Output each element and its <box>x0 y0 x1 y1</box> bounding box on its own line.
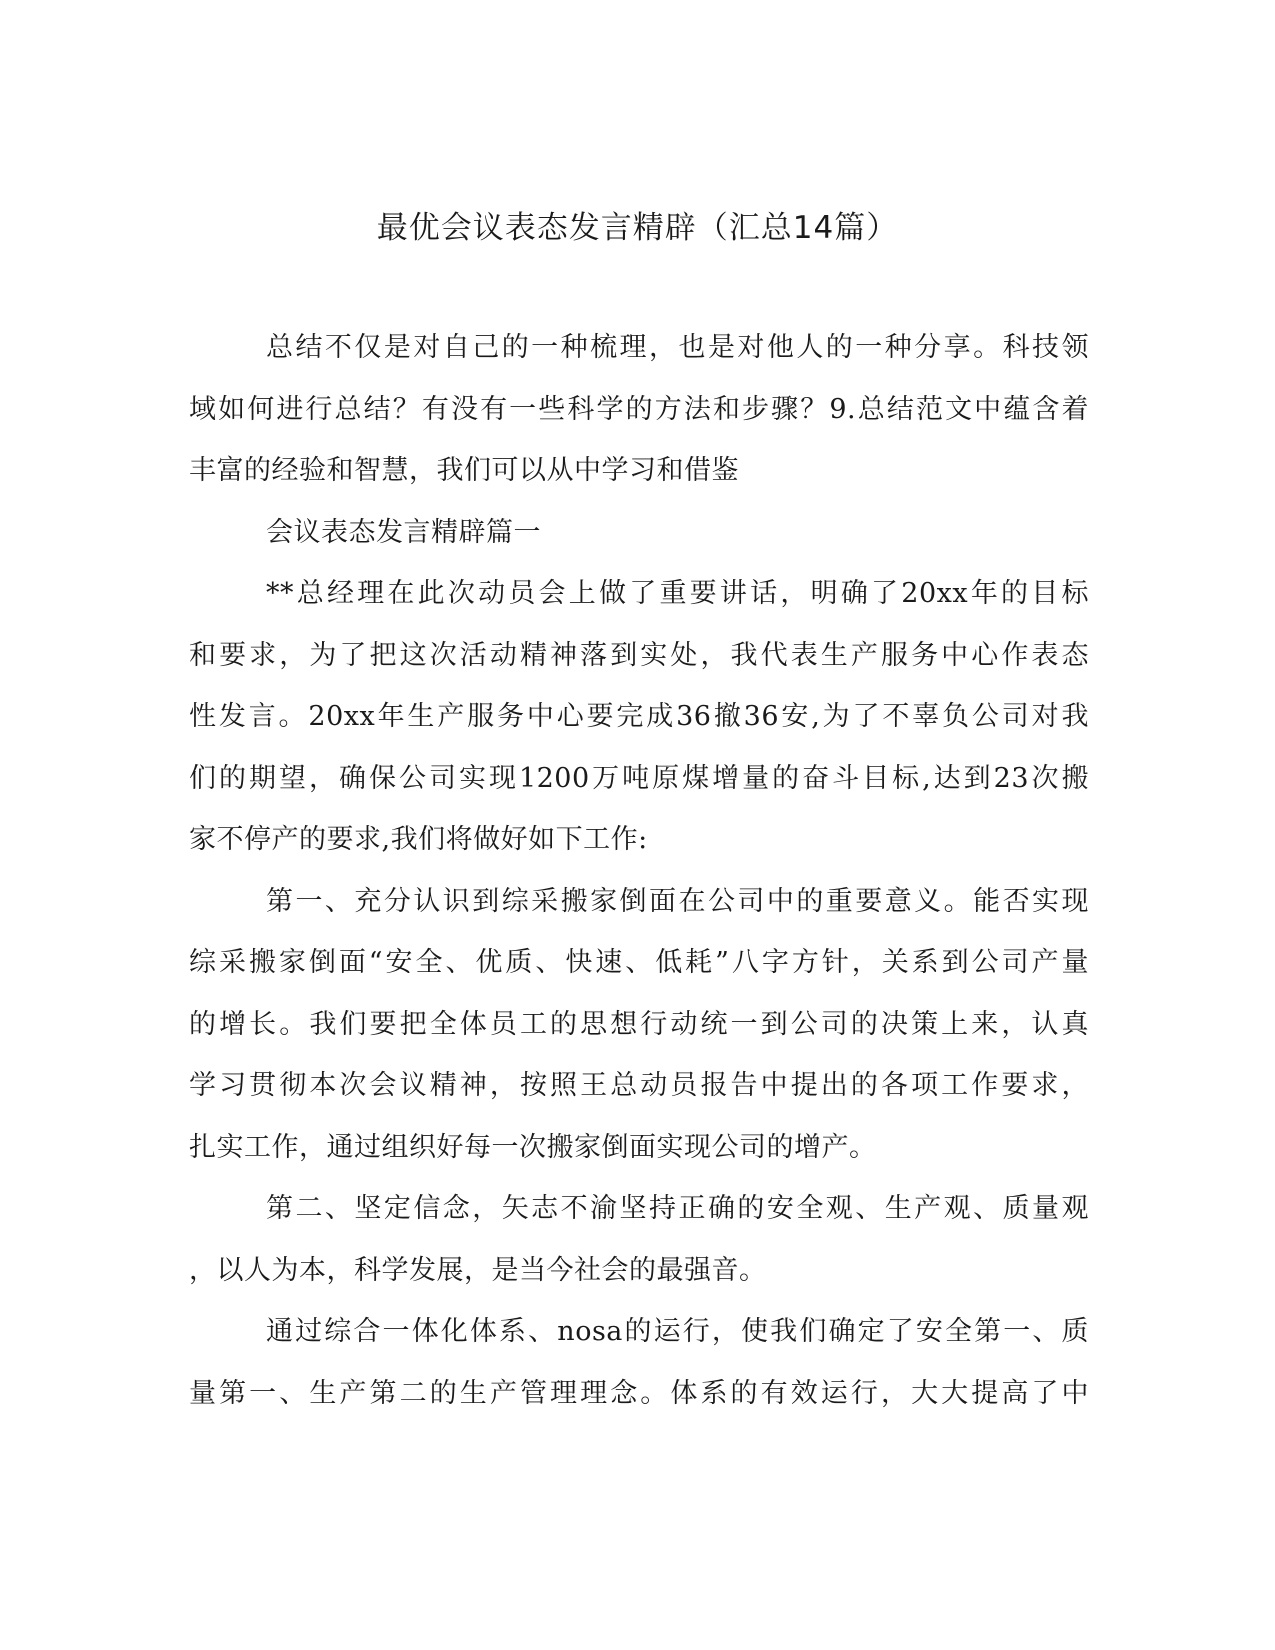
text-line: 丰富的经验和智慧，我们可以从中学习和借鉴 <box>189 455 739 486</box>
text-line: 第一、充分认识到综采搬家倒面在公司中的重要意义。能否实现 <box>266 885 1089 917</box>
text-line: 综采搬家倒面“安全、优质、快速、低耗”八字方针，关系到公司产量 <box>189 947 1089 978</box>
text-line: 的增长。我们要把全体员工的思想行动统一到公司的决策上来，认真 <box>189 1008 1089 1040</box>
text-line: 第二、坚定信念，矢志不渝坚持正确的安全观、生产观、质量观 <box>266 1193 1089 1224</box>
text-line: **总经理在此次动员会上做了重要讲话，明确了20xx年的目标 <box>266 578 1089 609</box>
text-line: 学习贯彻本次会议精神，按照王总动员报告中提出的各项工作要求， <box>189 1070 1089 1101</box>
text-line: 扎实工作，通过组织好每一次搬家倒面实现公司的增产。 <box>189 1131 877 1163</box>
text-line: 域如何进行总结？有没有一些科学的方法和步骤？9.总结范文中蕴含着 <box>189 393 1089 425</box>
text-line: ，以人为本，科学发展，是当今社会的最强音。 <box>189 1254 767 1286</box>
text-line: 通过综合一体化体系、nosa的运行，使我们确定了安全第一、质 <box>266 1316 1089 1347</box>
text-line: 性发言。20xx年生产服务中心要完成36撤36安,为了不辜负公司对我 <box>189 701 1089 732</box>
text-line: 们的期望，确保公司实现1200万吨原煤增量的奋斗目标,达到23次搬 <box>189 762 1089 794</box>
text-line: 量第一、生产第二的生产管理理念。体系的有效运行，大大提高了中 <box>189 1377 1089 1409</box>
document-title: 最优会议表态发言精辟（汇总14篇） <box>376 210 899 246</box>
document-body <box>189 326 1089 1433</box>
text-line: 总结不仅是对自己的一种梳理，也是对他人的一种分享。科技领 <box>266 332 1089 363</box>
text-line: 会议表态发言精辟篇一 <box>266 516 541 548</box>
text-line: 家不停产的要求,我们将做好如下工作: <box>189 824 648 855</box>
text-line: 和要求，为了把这次活动精神落到实处，我代表生产服务中心作表态 <box>189 639 1089 671</box>
